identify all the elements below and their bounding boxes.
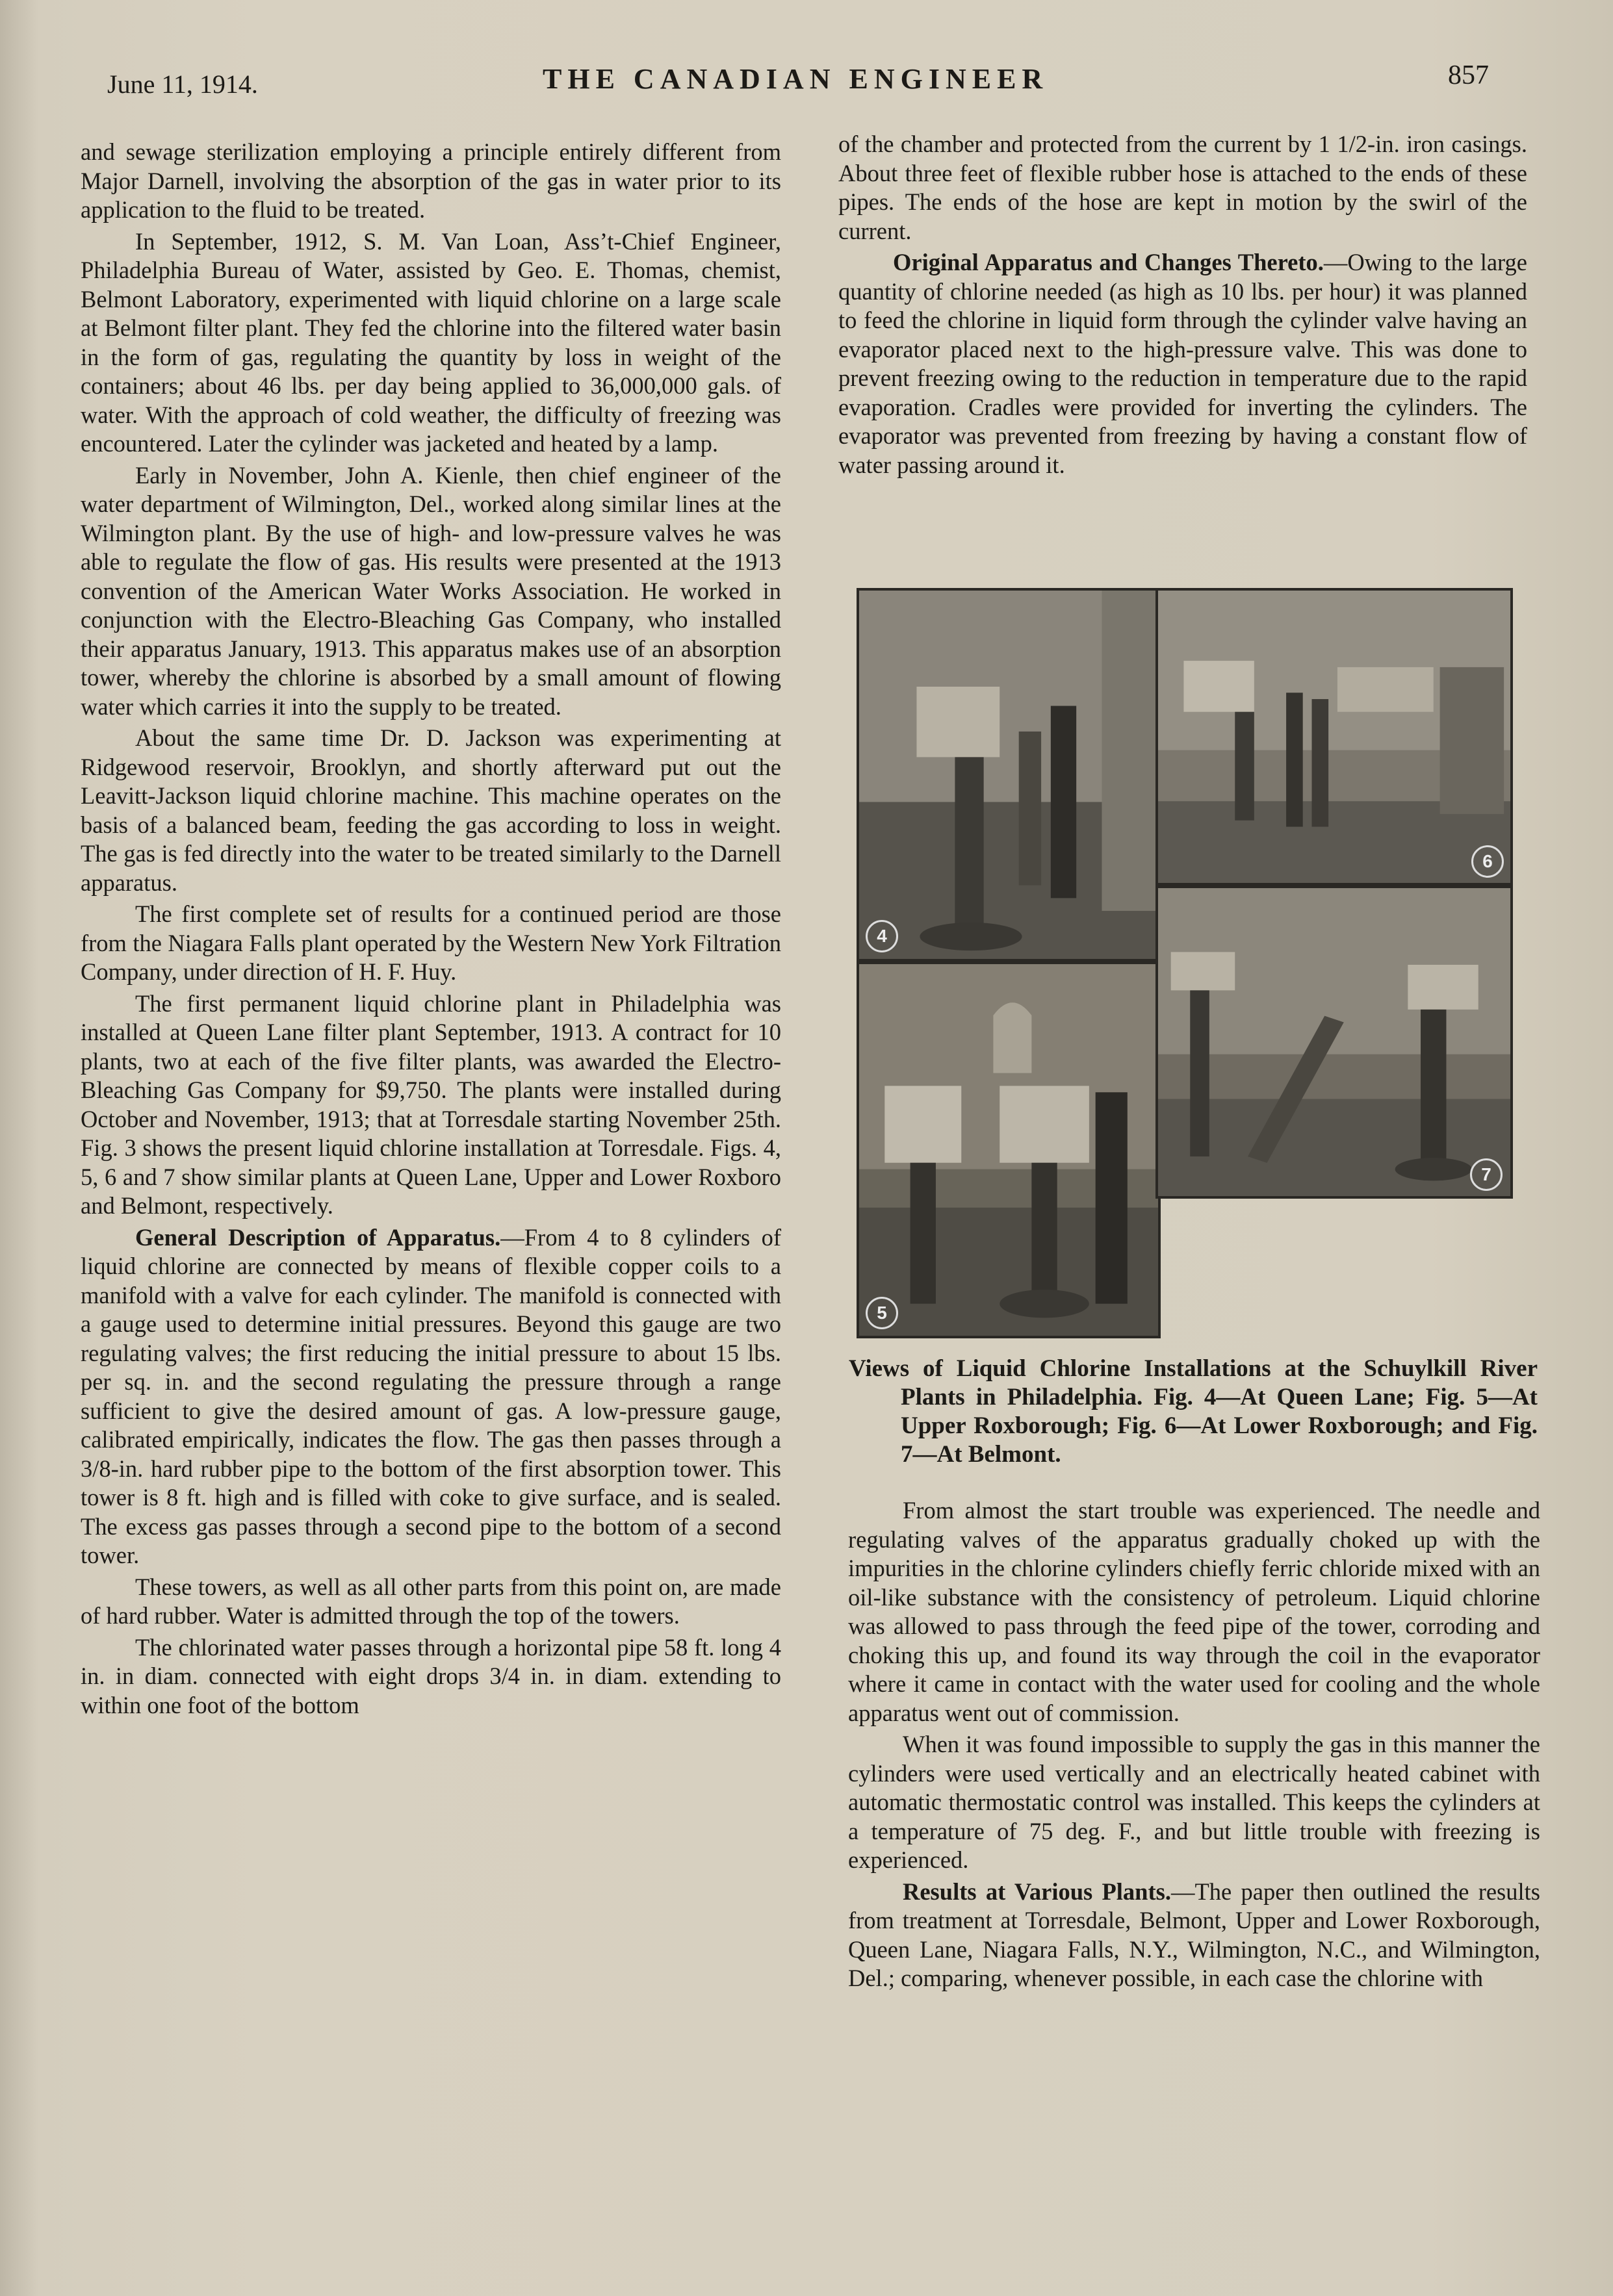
- running-header: [0, 57, 1613, 103]
- paragraph: The first complete set of results for a continued period are those from the Niagara Falls plant operated by the Western New York Filtration Company, under direction of H. F. Huy.: [81, 900, 781, 985]
- right-column-top: [838, 130, 1527, 479]
- page-number: 857: [1448, 60, 1489, 90]
- section-heading: Original Apparatus and Changes Thereto.: [893, 249, 1324, 275]
- paragraph: Early in November, John A. Kienle, then chief engineer of the water department of Wilmington, Del., worked along similar lines at the Wilmington plant. By the use of high- and low-pressure valves he was able to regulate the flow of gas. His results were presented at the 1913 convention of the American Water Works Association. He worked in conjunction with the Electro-Bleaching Gas Company, who installed their apparatus January, 1913. This apparatus makes use of an absorption tower, whereby the chlorine is absorbed by a small amount of flowing water which carries it into the supply to be treated.: [81, 461, 781, 720]
- paragraph: of the chamber and protected from the current by 1 1/2-in. iron casings. About three feet of flexible rubber hose is attached to the ends of these pipes. The ends of the hose are kept in motion by the swirl of the current.: [838, 131, 1527, 244]
- left-column: [81, 138, 781, 1720]
- paragraph: From almost the start trouble was experienced. The needle and regulating valves of the apparatus gradually choked up with the impurities in the chlorine cylinders chiefly ferric chloride mixed with an oil-like substance with the consistency of petroleum. Liquid chlorine was allowed to pass through the feed pipe of the tower, corroding and choking this up, and found its way through the coil in the evaporator where it came in contact with the water used for cooling and the whole apparatus went out of commission.: [848, 1497, 1540, 1726]
- paragraph: General Description of Apparatus.—From 4 to 8 cylinders of liquid chlorine are connected by means of flexible copper coils to a manifold with a valve for each cylinder. The manifold is connected with a gauge used to determine initial pressures. Beyond this gauge are two regulating valves; the first reducing the initial pressure to about 15 lbs. per sq. in. and the second regulating the pressure through a range sufficient to give the desired amount of gas. A low-pressure gauge, calibrated empirically, indicates the flow. The gas then passes through a 3/8-in. hard rubber pipe to the bottom of the first absorption tower. This tower is 8 ft. high and is filled with coke to give surface, and is sealed. The excess gas passes through a second pipe to the bottom of a second tower.: [81, 1223, 782, 1568]
- issue-date: June 11, 1914.: [107, 70, 258, 99]
- figure-number-badge: 5: [866, 1297, 898, 1329]
- figure-number-badge: 6: [1471, 845, 1504, 878]
- photo-fig-6: [1155, 588, 1513, 886]
- paragraph: These towers, as well as all other parts from this point on, are made of hard rubber. Water is admitted through the top of the towers.: [81, 1573, 781, 1629]
- section-heading: General Description of Apparatus.: [135, 1223, 501, 1251]
- photo-fig-7: [1155, 886, 1513, 1199]
- paragraph: Results at Various Plants.—The paper then outlined the results from treatment at Torresdale, Belmont, Upper and Lower Roxborough, Queen Lane, Niagara Falls, N.Y., Wilmington, N.C., and Wilmington, Del.; comparing, whenever possible, in each case the chlorine with: [848, 1878, 1540, 1991]
- section-heading: Results at Various Plants.: [903, 1878, 1171, 1905]
- paragraph: The first permanent liquid chlorine plant in Philadelphia was installed at Queen Lane filter plant September, 1913. A contract for 10 plants, two at each of the five filter plants, was awarded the Electro-Bleaching Gas Company for $9,750. The plants were installed during October and November, 1913; that at Torresdale starting November 25th. Fig. 3 shows the present liquid chlorine installation at Torresdale. Figs. 4, 5, 6 and 7 show similar plants at Queen Lane, Upper and Lower Roxboro and Belmont, respectively.: [81, 989, 781, 1219]
- photo-figure: [857, 588, 1513, 1338]
- paragraph: About the same time Dr. D. Jackson was experimenting at Ridgewood reservoir, Brooklyn, and shortly afterward put out the Leavitt-Jackson liquid chlorine machine. This machine operates on the basis of a balanced beam, feeding the gas according to loss in weight. The gas is fed directly into the water to be treated similarly to the Darnell apparatus.: [81, 724, 781, 896]
- photo-fig-4: [857, 588, 1159, 962]
- paragraph: and sewage sterilization employing a principle entirely different from Major Darnell, involving the absorption of the gas in water prior to its application to the fluid to be treated.: [81, 138, 781, 223]
- photo-fig-5: [857, 962, 1161, 1338]
- paragraph: When it was found impossible to supply the gas in this manner the cylinders were used vertically and an electrically heated cabinet with automatic thermostatic control was installed. This keeps the cylinders at a temperature of 75 deg. F., and but little trouble with freezing is experienced.: [848, 1731, 1540, 1873]
- right-column-bottom: [848, 1496, 1540, 1993]
- figure-number-badge: 4: [866, 920, 898, 952]
- paragraph: In September, 1912, S. M. Van Loan, Ass’t-Chief Engineer, Philadelphia Bureau of Water, assisted by Geo. E. Thomas, chemist, Belmont Laboratory, experimented with liquid chlorine on a large scale at Belmont filter plant. They fed the chlorine into the filtered water basin in the form of gas, regulating the quantity by loss in weight of the containers; about 46 lbs. per day being applied to 36,000,000 gals. of water. With the approach of cold weather, the difficulty of freezing was encountered. Later the cylinder was jacketed and heated by a lamp.: [81, 227, 781, 457]
- paragraph: The chlorinated water passes through a horizontal pipe 58 ft. long 4 in. in diam. connected with eight drops 3/4 in. in diam. extending to within one foot of the bottom: [81, 1633, 781, 1718]
- figure-caption: Views of Liquid Chlorine Installations at the Schuylkill River Plants in Philadelphia. Fig. 4—At Queen Lane; Fig. 5—At Upper Roxborough; Fig. 6—At Lower Roxborough; and Fig. 7—At Belmont.: [849, 1355, 1538, 1468]
- figure-number-badge: 7: [1470, 1158, 1503, 1191]
- journal-title: THE CANADIAN ENGINEER: [543, 63, 1049, 95]
- paragraph: Original Apparatus and Changes Thereto.—Owing to the large quantity of chlorine needed (as high as 10 lbs. per hour) it was planned to feed the chlorine in liquid form through the cylinder valve having an evaporator placed next to the high-pressure valve. This was done to prevent freezing owing to the reduction in temperature due to the rapid evaporation. Cradles were provided for inverting the cylinders. The evaporator was prevented from freezing by having a constant flow of water passing around it.: [838, 249, 1527, 478]
